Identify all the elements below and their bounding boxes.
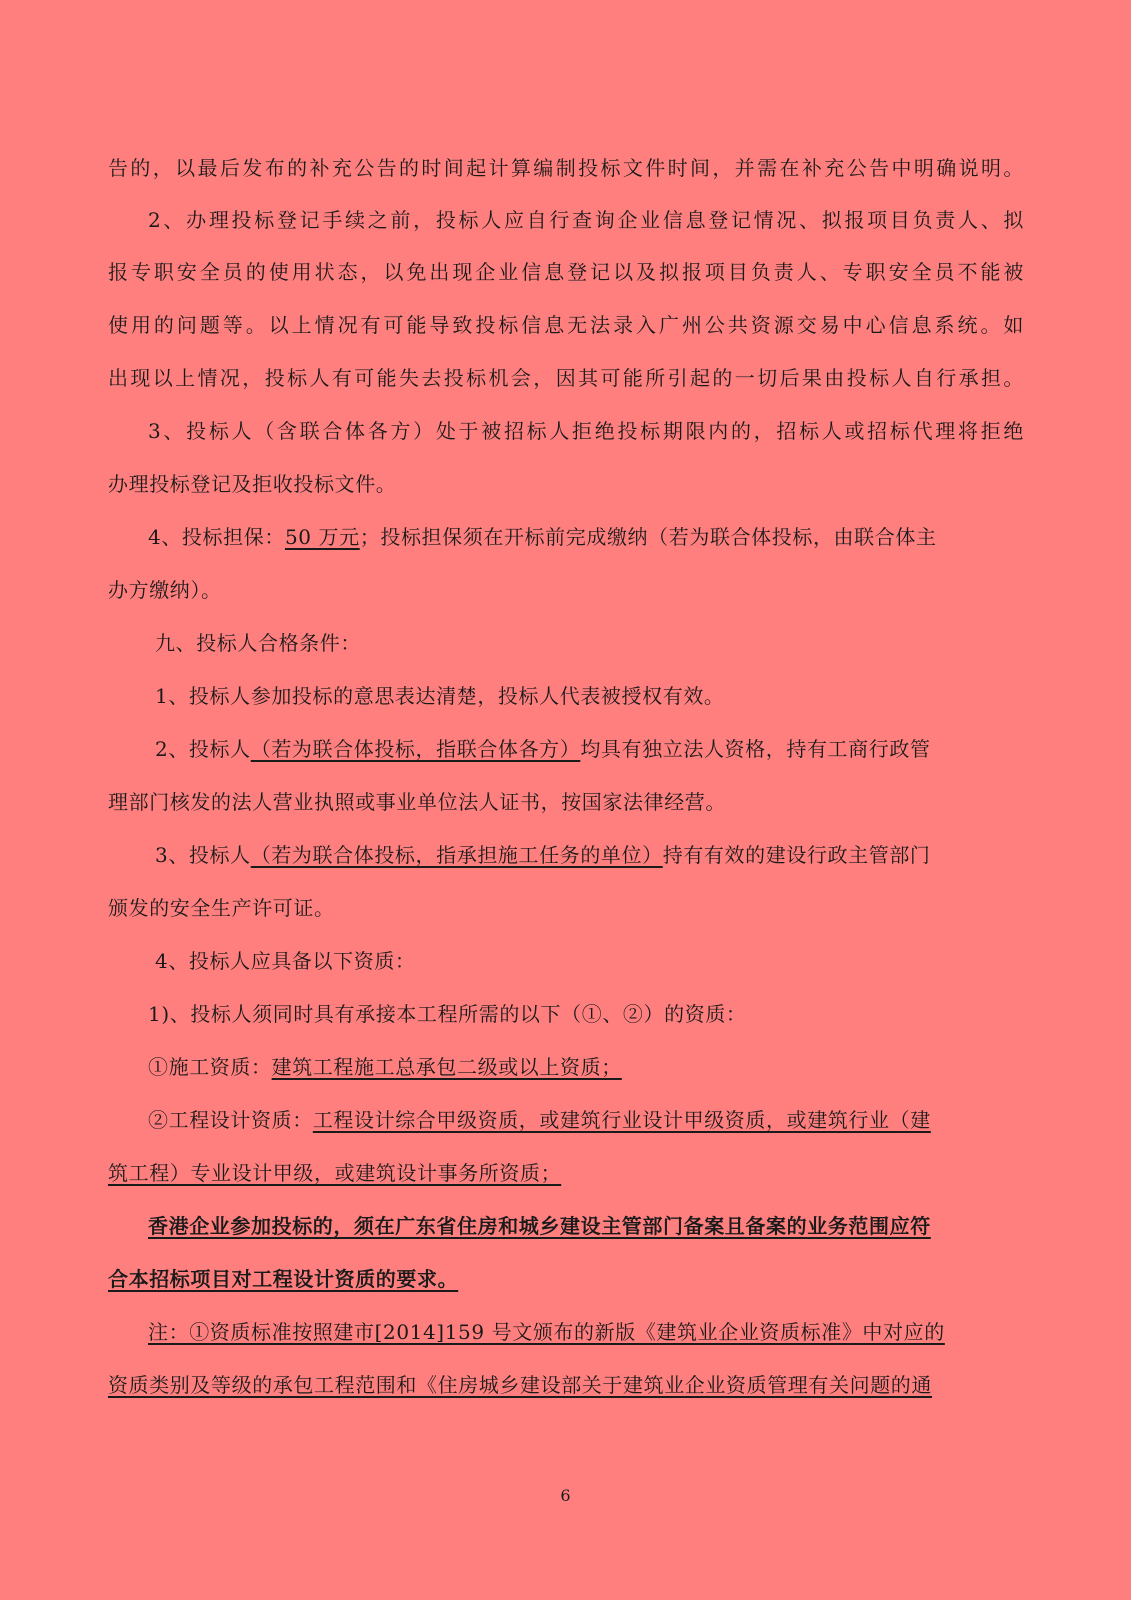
bid-bond-amount: 50 万元 [284,525,360,549]
text-span: ②工程设计资质： [148,1108,313,1132]
paragraph-line [148,523,1024,551]
paragraph-line [148,1106,1024,1134]
underlined-text: （若为联合体投标，指承担施工任务的单位） [250,843,663,867]
text-span: ；投标担保须在开标前完成缴纳（若为联合体投标，由联合体主 [359,525,937,549]
paragraph-line [108,1159,1024,1187]
text-span: 1、投标人参加投标的意思表达清楚，投标人代表被授权有效。 [155,684,725,708]
text-span: 报专职安全员的使用状态，以免出现企业信息登记以及拟报项目负责人、专职安全员不能被 [108,260,1024,284]
paragraph-line [108,576,1024,604]
page-number: 6 [560,1486,571,1505]
bold-underlined-text: 香港企业参加投标的，须在广东省住房和城乡建设主管部门备案且备案的业务范围应符 [148,1214,931,1238]
text-span: ①施工资质： [148,1055,272,1079]
paragraph-line [108,154,1024,182]
text-span: 持有有效的建设行政主管部门 [662,843,931,867]
paragraph-line [108,364,1024,392]
paragraph-line [108,788,1024,816]
text-span: 使用的问题等。以上情况有可能导致投标信息无法录入广州公共资源交易中心信息系统。如 [108,313,1024,337]
paragraph-line [148,1053,1064,1081]
paragraph-line [148,1000,1064,1028]
underlined-text: 筑工程）专业设计甲级，或建筑设计事务所资质； [108,1161,562,1185]
paragraph-line [108,894,1024,922]
paragraph-line [108,311,1024,339]
text-span: 九、投标人合格条件： [155,631,361,655]
underlined-text: 注：①资质标准按照建市[2014]159 号文颁布的新版《建筑业企业资质标准》中对应的 [148,1320,945,1344]
text-span: 3、投标人（含联合体各方）处于被招标人拒绝投标期限内的，招标人或招标代理将拒绝 [148,419,1024,443]
paragraph-line [155,682,1071,710]
text-span: 4、投标人应具备以下资质： [155,949,416,973]
underlined-text: 建筑工程施工总承包二级或以上资质； [271,1055,622,1079]
paragraph-line [108,470,1024,498]
paragraph-line [148,206,1024,234]
bold-underlined-text: 合本招标项目对工程设计资质的要求。 [108,1267,459,1291]
underlined-text: 资质类别及等级的承包工程范围和《住房城乡建设部关于建筑业企业资质管理有关问题的通 [108,1373,932,1397]
text-span: 办方缴纳）。 [108,578,222,602]
text-span: 2、办理投标登记手续之前，投标人应自行查询企业信息登记情况、拟报项目负责人、拟 [148,208,1024,232]
text-span: 均具有独立法人资格，持有工商行政管 [580,737,931,761]
text-span: 4、投标担保： [148,525,285,549]
text-span: 2、投标人 [155,737,251,761]
section-heading [155,629,1071,657]
paragraph-line [148,1318,1024,1346]
paragraph-line [155,841,1024,869]
text-span: 1)、投标人须同时具有承接本工程所需的以下（①、②）的资质： [148,1002,747,1026]
paragraph-line [108,258,1024,286]
paragraph-line [155,735,1024,763]
paragraph-line [108,1265,1024,1293]
paragraph-line [155,947,1071,975]
text-span: 理部门核发的法人营业执照或事业单位法人证书，按国家法律经营。 [108,790,726,814]
text-span: 颁发的安全生产许可证。 [108,896,335,920]
underlined-text: （若为联合体投标，指联合体各方） [250,737,581,761]
text-span [148,523,937,551]
text-span: 3、投标人 [155,843,251,867]
text-span: 出现以上情况，投标人有可能失去投标机会，因其可能所引起的一切后果由投标人自行承担。 [108,366,1024,390]
paragraph-line [108,1371,1024,1399]
text-span: 告的，以最后发布的补充公告的时间起计算编制投标文件时间，并需在补充公告中明确说明。 [108,156,1024,180]
underlined-text: 工程设计综合甲级资质，或建筑行业设计甲级资质，或建筑行业（建 [312,1108,931,1132]
paragraph-line [148,417,1024,445]
paragraph-line [148,1212,1024,1240]
text-span: 办理投标登记及拒收投标文件。 [108,472,397,496]
